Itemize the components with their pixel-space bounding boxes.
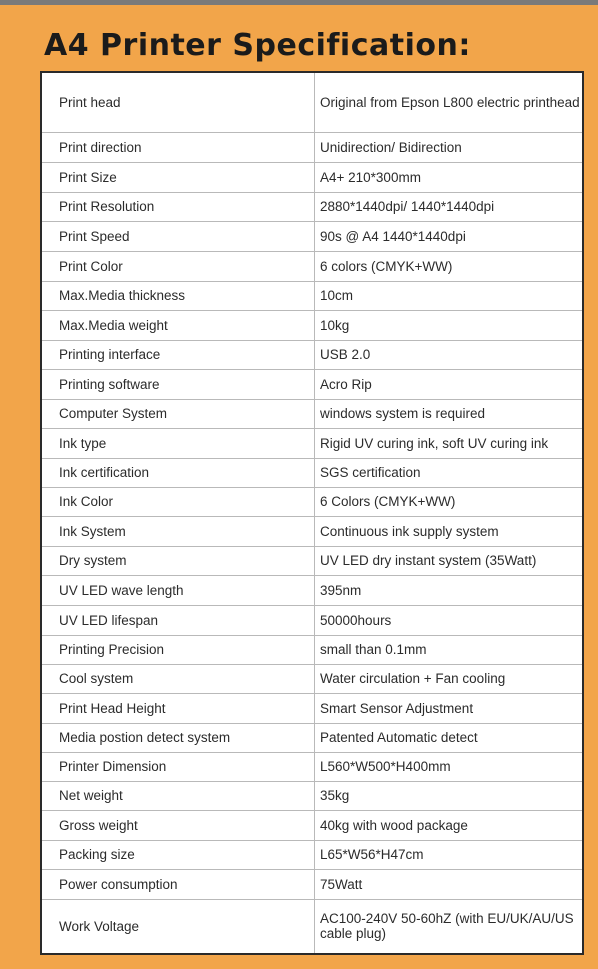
spec-row [41,340,583,369]
spec-value: 90s @ A4 1440*1440dpi [315,221,584,251]
spec-row [41,192,583,221]
spec-param-label: Ink certification [41,458,315,487]
spec-param-label: Net weight [41,781,315,810]
spec-row [41,162,583,192]
spec-value: 40kg with wood package [315,810,584,840]
spec-value: AC100-240V 50-60hZ (with EU/UK/AU/US cable plug) [315,899,584,954]
spec-value: 35kg [315,781,584,810]
spec-table-body [41,72,583,954]
spec-row [41,428,583,458]
spec-value: Acro Rip [315,369,584,399]
spec-param-label: Print Resolution [41,192,315,221]
spec-row [41,72,583,132]
spec-param-label: Media postion detect system [41,723,315,752]
spec-param-label: Ink type [41,428,315,458]
spec-row [41,840,583,869]
spec-param-label: Print head [41,72,315,132]
spec-param-label: Print Speed [41,221,315,251]
spec-row [41,546,583,575]
spec-row [41,635,583,664]
spec-value: Unidirection/ Bidirection [315,132,584,162]
spec-row [41,132,583,162]
spec-value: 10cm [315,281,584,310]
spec-param-label: Printing Precision [41,635,315,664]
spec-row [41,781,583,810]
spec-param-label: Printer Dimension [41,752,315,781]
spec-value: UV LED dry instant system (35Watt) [315,546,584,575]
spec-table [40,71,584,955]
spec-row [41,899,583,954]
spec-param-label: Print Color [41,251,315,281]
spec-row [41,752,583,781]
spec-value: Continuous ink supply system [315,516,584,546]
spec-row [41,693,583,723]
spec-value: 50000hours [315,605,584,635]
spec-param-label: Printing interface [41,340,315,369]
spec-param-label: Print Head Height [41,693,315,723]
spec-row [41,605,583,635]
spec-value: Smart Sensor Adjustment [315,693,584,723]
spec-row [41,221,583,251]
spec-row [41,723,583,752]
spec-param-label: Print Size [41,162,315,192]
spec-value: 395nm [315,575,584,605]
spec-value: 75Watt [315,869,584,899]
spec-param-label: UV LED lifespan [41,605,315,635]
spec-param-label: Max.Media thickness [41,281,315,310]
spec-param-label: Ink System [41,516,315,546]
spec-row [41,369,583,399]
spec-param-label: Cool system [41,664,315,693]
spec-row [41,516,583,546]
spec-value: USB 2.0 [315,340,584,369]
spec-param-label: Work Voltage [41,899,315,954]
spec-param-label: Printing software [41,369,315,399]
spec-value: Patented Automatic detect [315,723,584,752]
spec-row [41,281,583,310]
page-title: A4 Printer Specification: [44,28,471,63]
spec-param-label: UV LED wave length [41,575,315,605]
spec-param-label: Print direction [41,132,315,162]
spec-row [41,310,583,340]
spec-value: L560*W500*H400mm [315,752,584,781]
spec-row [41,251,583,281]
spec-row [41,399,583,428]
spec-value: 6 Colors (CMYK+WW) [315,487,584,516]
spec-value: Original from Epson L800 electric printhead [315,72,584,132]
spec-row [41,869,583,899]
spec-row [41,458,583,487]
spec-value: L65*W56*H47cm [315,840,584,869]
spec-value: 2880*1440dpi/ 1440*1440dpi [315,192,584,221]
spec-value: small than 0.1mm [315,635,584,664]
spec-param-label: Power consumption [41,869,315,899]
spec-row [41,810,583,840]
spec-row [41,487,583,516]
top-border-strip [0,0,598,5]
spec-param-label: Packing size [41,840,315,869]
spec-param-label: Computer System [41,399,315,428]
spec-value: windows system is required [315,399,584,428]
spec-value: 10kg [315,310,584,340]
spec-value: 6 colors (CMYK+WW) [315,251,584,281]
spec-value: A4+ 210*300mm [315,162,584,192]
spec-param-label: Dry system [41,546,315,575]
spec-value: Water circulation + Fan cooling [315,664,584,693]
spec-param-label: Ink Color [41,487,315,516]
spec-row [41,575,583,605]
spec-value: Rigid UV curing ink, soft UV curing ink [315,428,584,458]
spec-param-label: Max.Media weight [41,310,315,340]
spec-row [41,664,583,693]
spec-value: SGS certification [315,458,584,487]
spec-param-label: Gross weight [41,810,315,840]
